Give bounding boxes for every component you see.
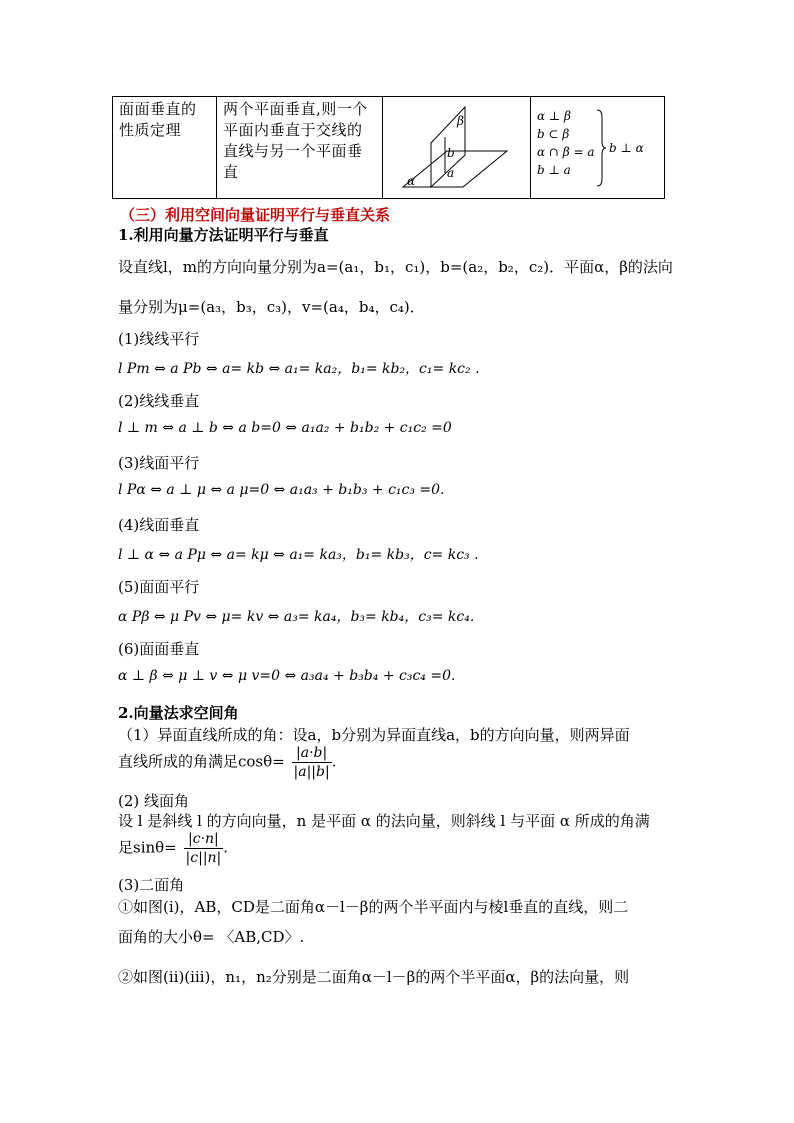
heading-spatial-angles: 2.向量法求空间角 (118, 704, 239, 722)
intro-line-2: 量分别为μ=(a₃，b₃，c₃)，v=(a₄，b₄，c₄)． (118, 298, 425, 316)
angle2-line-1: 设 l 是斜线 l 的方向向量，n 是平面 α 的法向量，则斜线 l 与平面 α 所成的角满 (118, 812, 650, 830)
table-conditions: α ⊥ β b ⊂ β α ∩ β = a b ⊥ a (537, 109, 595, 177)
section-title: （三）利用空间向量证明平行与垂直关系 (120, 206, 391, 224)
angle1-fraction: $\frac{|a\cdot b|}{|a||b|}$ (293, 745, 330, 780)
angle2-fraction: $\frac{|c\cdot n|}{|c||n|}$ (185, 831, 222, 866)
table-theorem-name: 面面垂直的 性质定理 (119, 100, 197, 139)
heading-parallel-perpendicular: 1.利用向量方法证明平行与垂直 (118, 226, 329, 244)
angle3-line-2: 面角的大小θ= 〈AB,CD〉. (118, 928, 305, 946)
figure-label-a: a (447, 166, 455, 180)
angle1-line-2: 直线所成的角满足cosθ= $\frac{|a\cdot b|}{|a||b|}$ . (118, 745, 337, 780)
item-label: (1)线线平行 (118, 330, 200, 348)
item-label: (4)线面垂直 (118, 516, 200, 534)
angle2-title: (2) 线面角 (118, 792, 190, 810)
perpendicular-planes-figure (385, 99, 529, 197)
angle3-line-1: ①如图(ⅰ)，AB，CD是二面角α－l－β的两个半平面内与棱l垂直的直线，则二 (118, 898, 629, 916)
table-conclusion: b ⊥ α (609, 141, 644, 155)
angle1-line-1: （1）异面直线所成的角：设a，b分别为异面直线a，b的方向向量，则两异面 (118, 726, 630, 744)
item-label: (2)线线垂直 (118, 392, 200, 410)
item-formula: l ⊥ m ⇔ a ⊥ b ⇔ a b=0 ⇔ a₁a₂ + b₁b₂ + c₁c₂ =0 (118, 420, 452, 436)
item-label: (3)线面平行 (118, 454, 200, 472)
figure-label-b: b (447, 146, 455, 160)
right-brace-icon (595, 109, 607, 187)
item-label: (5)面面平行 (118, 578, 200, 596)
table-theorem-statement: 两个平面垂直,则一个 平面内垂直于交线的 直线与另一个平面垂 直 (223, 100, 368, 181)
angle3-title: (3)二面角 (118, 876, 185, 894)
item-formula: α ⊥ β ⇔ μ ⊥ v ⇔ μ v=0 ⇔ a₃a₄ + b₃b₄ + c₃c₄ =0. (118, 668, 456, 684)
item-formula: l Pm ⇔ a Pb ⇔ a= kb ⇔ a₁= ka₂，b₁= kb₂，c₁= kc₂ . (118, 361, 480, 377)
item-formula: l ⊥ α ⇔ a Pμ ⇔ a= kμ ⇔ a₁= ka₃，b₁= kb₃，c= kc₃ . (118, 547, 479, 563)
intro-line-1: 设直线l，m的方向向量分别为a=(a₁，b₁，c₁)，b=(a₂，b₂，c₂)．平面α，β的法向 (118, 258, 673, 276)
angle3-line-3: ②如图(ⅱ)(ⅲ)，n₁，n₂分别是二面角α－l－β的两个半平面α，β的法向量，则 (118, 968, 630, 986)
item-formula: l Pα ⇔ a ⊥ μ ⇔ a μ=0 ⇔ a₁a₃ + b₁b₃ + c₁c₃ =0. (118, 482, 445, 498)
figure-label-alpha: α (407, 174, 416, 188)
theorem-table (112, 96, 665, 199)
item-formula: α Pβ ⇔ μ Pv ⇔ μ= kv ⇔ a₃= ka₄，b₃= kb₄，c₃= kc₄. (118, 609, 475, 625)
item-label: (6)面面垂直 (118, 640, 200, 658)
figure-label-beta: β (457, 114, 464, 128)
angle2-line-2: 足sinθ= $\frac{|c\cdot n|}{|c||n|}$ . (118, 831, 229, 866)
